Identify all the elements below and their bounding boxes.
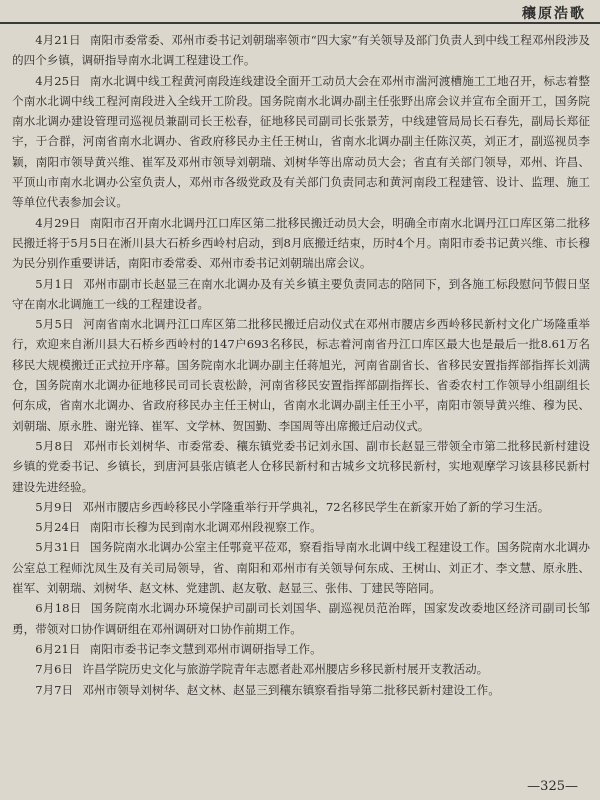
entry-0425 — [12, 71, 590, 213]
entry-date: 5月8日 — [35, 438, 74, 453]
entry-date: 4月25日 — [35, 73, 81, 88]
entry-date: 5月24日 — [35, 520, 81, 535]
page-number: —325— — [527, 779, 578, 794]
entry-0501 — [12, 274, 590, 315]
entry-text: 国务院南水北调办环境保护司副司长刘国华、副巡视员范治晖，国家发改委地区经济司副司长邹勇，带领对口协作调研组在邓州调研对口协作前期工作。 — [12, 601, 590, 636]
entry-0618 — [12, 598, 590, 639]
entry-text: 南阳市委书记李文慧到邓州市调研指导工作。 — [89, 641, 322, 656]
entry-date: 5月31日 — [35, 540, 81, 555]
entry-text: 河南省南水北调丹江口库区第二批移民搬迁启动仪式在邓州市腰店乡西岭移民新村文化广场隆重举行，欢迎来自淅川县大石桥乡西岭村的147户693名移民，标志着河南省丹江口库区最大也是最后一批8.61万名移民大规模搬迁正式拉开序幕。国务院南水北调办副主任蒋旭光，河南省副省长、省移民安置指挥部指挥长刘满仓，国务院南水北调办征地移民司司长袁松龄，河南省移民安置指挥部副指挥长、省委农村工作领导小组副组长何东成，省南水北调办、省政府移民办主任王树山，省南水北调办副主任王小平，南阳市领导黄兴维、穆为民、刘朝瑞、原永胜、谢光锋、崔军、文学林、贺国勤、李国周等出席搬迁启动仪式。 — [12, 317, 590, 433]
entry-text: 邓州市长刘树华、市委常委、穰东镇党委书记刘永国、副市长赵显三带领全市第二批移民新村建设乡镇的党委书记、乡镇长，到唐河县张店镇老人仓移民新村和古城乡文坑移民新村，实地观摩学习该县移民新村建设先进经验。 — [12, 438, 590, 494]
entry-0505 — [12, 314, 590, 436]
header-rule — [0, 22, 600, 24]
header-title: 穰原浩歌 — [522, 6, 586, 22]
entry-text: 南阳市委常委、邓州市委书记刘朝瑞率领市“四大家”有关领导及部门负责人到中线工程邓州段涉及的四个乡镇，调研指导南水北调工程建设工作。 — [12, 33, 591, 68]
entry-0706 — [12, 659, 590, 679]
chronicle-content — [12, 30, 590, 700]
entry-text: 邓州市腰店乡西岭移民小学隆重举行开学典礼，72名移民学生在新家开始了新的学习生活。 — [82, 499, 550, 514]
entry-0429 — [12, 213, 590, 274]
entry-0707 — [12, 680, 590, 700]
entry-0621 — [12, 639, 590, 659]
entry-0508 — [12, 436, 590, 497]
entry-text: 南阳市长穆为民到南水北调邓州段视察工作。 — [89, 520, 322, 535]
entry-0531 — [12, 537, 590, 598]
entry-text: 许昌学院历史文化与旅游学院青年志愿者赴邓州腰店乡移民新村展开支教活动。 — [82, 662, 489, 677]
entry-date: 5月5日 — [35, 317, 74, 332]
entry-date: 5月1日 — [35, 276, 74, 291]
entry-date: 5月9日 — [35, 499, 74, 514]
entry-text: 南水北调中线工程黄河南段连线建设全面开工动员大会在邓州市湍河渡槽施工工地召开，标志着整个南水北调中线工程河南段进入全线开工阶段。国务院南水北调办副主任张野出席会议并宣布全面开工，国务院南水北调办建设管理司巡视员兼副司长王松春，征地移民司副司长张景芳，中线建管局局长石春先，副局长郑征宇，于合群，河南省南水北调办、省政府移民办主任王树山，省南水北调办副主任陈汉英，刘正才，副巡视员李颖，南阳市领导黄兴维、崔军及邓州市领导刘朝瑞、刘树华等出席动员大会；省直有关部门领导，邓州、许昌、平顶山市南水北调办公室负责人，邓州市各级党政及有关部门负责同志和黄河南段工程建管、设计、监理、施工等单位代表参加会议。 — [12, 73, 590, 210]
entry-date: 6月21日 — [35, 641, 81, 656]
entry-date: 4月29日 — [35, 215, 81, 230]
entry-text: 邓州市领导刘树华、赵文林、赵显三到穰东镇察看指导第二批移民新村建设工作。 — [82, 682, 500, 697]
entry-date: 7月7日 — [35, 682, 74, 697]
entry-date: 4月21日 — [35, 33, 81, 47]
entry-0421 — [12, 30, 590, 71]
entry-text: 邓州市副市长赵显三在南水北调办及有关乡镇主要负责同志的陪同下，到各施工标段慰问节假日坚守在南水北调施工一线的工程建设者。 — [12, 276, 590, 311]
entry-date: 6月18日 — [35, 601, 82, 616]
entry-date: 7月6日 — [35, 662, 74, 677]
entry-text: 国务院南水北调办公室主任鄂竟平莅邓，察看指导南水北调中线工程建设工作。国务院南水北调办公室总工程师沈凤生及有关司局领导，省、南阳和邓州市有关领导何东成、王树山、刘正才、李文慧、原永胜、崔军、刘朝瑞、刘树华、赵文林、党建凯、赵友敬、赵显三、张伟、丁建民等陪同。 — [12, 540, 590, 596]
entry-text: 南阳市召开南水北调丹江口库区第二批移民搬迁动员大会，明确全市南水北调丹江口库区第二批移民搬迁将于5月5日在淅川县大石桥乡西岭村启动，到8月底搬迁结束，历时4个月。南阳市委书记黄兴维、市长穆为民分别作重要讲话，南阳市委常委、邓州市委书记刘朝瑞出席会议。 — [12, 215, 590, 271]
entry-0509 — [12, 497, 590, 517]
entry-0524 — [12, 517, 590, 537]
